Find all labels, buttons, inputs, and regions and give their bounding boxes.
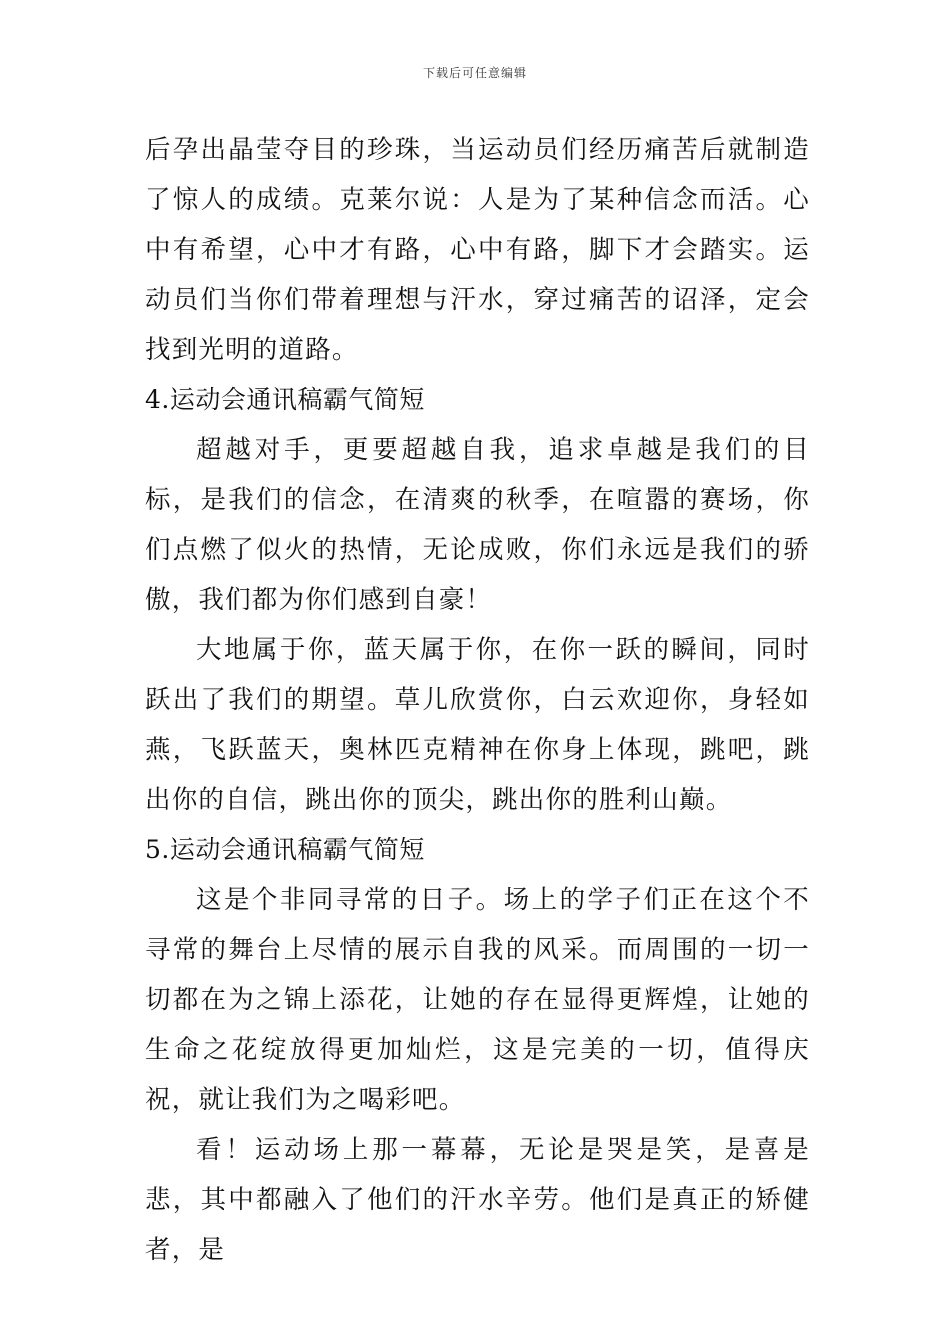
document-body [145, 125, 810, 1275]
page-header: 下载后可任意编辑 [422, 66, 527, 80]
paragraph-section5-2: 看！运动场上那一幕幕，无论是哭是笑，是喜是悲，其中都融入了他们的汗水辛劳。他们是真正的矫健者，是 [145, 1135, 810, 1265]
paragraph-section4-2: 大地属于你，蓝天属于你，在你一跃的瞬间，同时跃出了我们的期望。草儿欣赏你，白云欢迎你，身轻如燕，飞跃蓝天，奥林匹克精神在你身上体现，跳吧，跳出你的自信，跳出你的顶尖，跳出你的胜利山巅。 [145, 635, 810, 815]
section-heading-4: 4.运动会通讯稿霸气简短 [145, 385, 425, 414]
paragraph-continuation: 后孕出晶莹夺目的珍珠，当运动员们经历痛苦后就制造了惊人的成绩。克莱尔说：人是为了某种信念而活。心中有希望，心中才有路，心中有路，脚下才会踏实。运动员们当你们带着理想与汗水，穿过痛苦的诏泽，定会找到光明的道路。 [145, 135, 810, 365]
paragraph-section4-1: 超越对手，更要超越自我，追求卓越是我们的目标，是我们的信念，在清爽的秋季，在喧嚣的赛场，你们点燃了似火的热情，无论成败，你们永远是我们的骄傲，我们都为你们感到自豪！ [145, 435, 810, 615]
paragraph-section5-1: 这是个非同寻常的日子。场上的学子们正在这个不寻常的舞台上尽情的展示自我的风采。而周围的一切一切都在为之锦上添花，让她的存在显得更辉煌，让她的生命之花绽放得更加灿烂，这是完美的一切，值得庆祝，就让我们为之喝彩吧。 [145, 885, 810, 1115]
section-heading-5: 5.运动会通讯稿霸气简短 [145, 835, 425, 864]
